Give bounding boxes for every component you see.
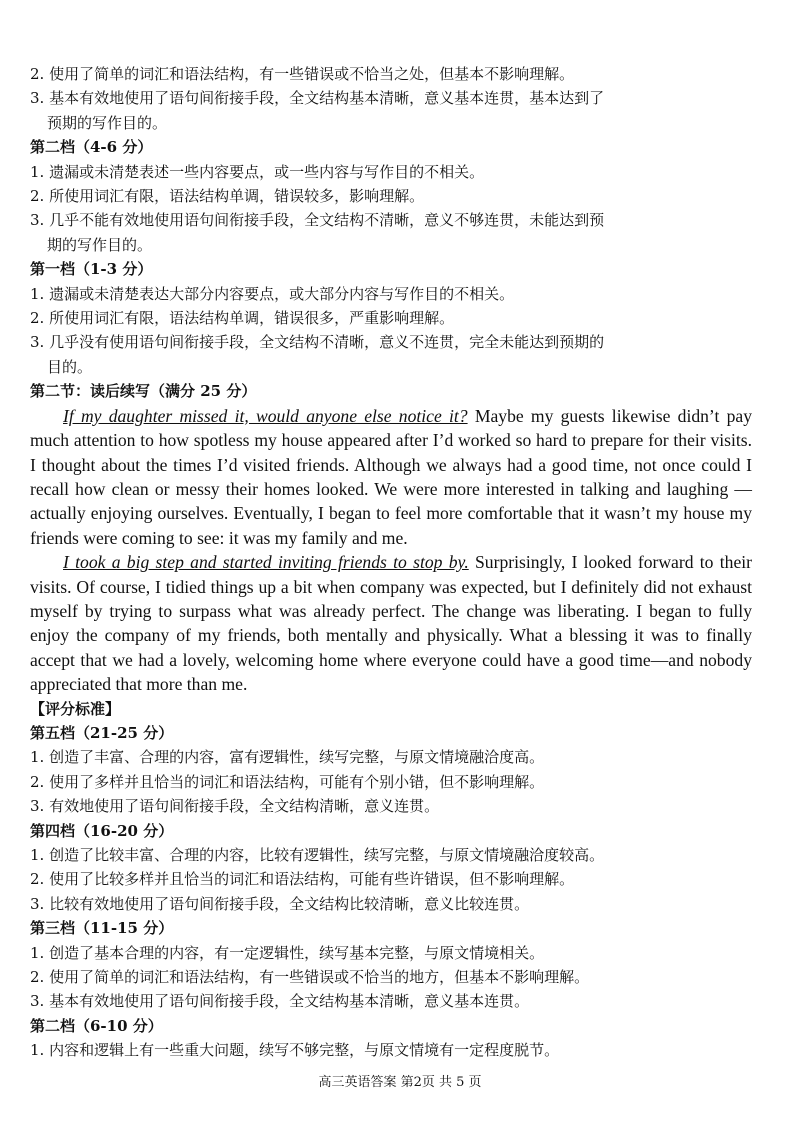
sample-paragraph-1 — [30, 404, 752, 550]
tier-heading: 第三档（11-15 分） — [30, 919, 174, 938]
list-item: 预期的写作目的。 — [47, 113, 168, 132]
list-item: 2. 使用了简单的词汇和语法结构，有一些错误或不恰当之处，但基本不影响理解。 — [30, 65, 575, 83]
criteria-heading: 【评分标准】 — [30, 699, 121, 718]
list-item: 2. 使用了多样并且恰当的词汇和语法结构，可能有个别小错，但不影响理解。 — [30, 772, 545, 791]
list-item: 1. 创造了基本合理的内容，有一定逻辑性，续写基本完整，与原文情境相关。 — [30, 943, 545, 962]
list-item: 3. 基本有效地使用了语句间衔接手段，全文结构基本清晰，意义基本连贯。 — [30, 992, 530, 1011]
section-heading: 第二节：读后续写（满分 25 分） — [30, 382, 257, 401]
list-item: 目的。 — [47, 357, 93, 376]
list-item: 2. 使用了简单的词汇和语法结构，有一些错误或不恰当的地方，但基本不影响理解。 — [30, 968, 590, 987]
list-item: 1. 创造了丰富、合理的内容，富有逻辑性，续写完整，与原文情境融洽度高。 — [30, 748, 545, 767]
paragraph-body: Surprisingly, I looked forward to their visits. Of course, I tidied things up a bit when company was expected, but I definitely did not exhaust myself by trying to surpass what was already perfect. The change was liberating. I began to fully enjoy the company of my friends, both mentally and physically. What a blessing it was to finally accept that we had a lovely, welcoming home where everyone could have a good time—and nobody appreciated that more than me. — [30, 552, 752, 695]
list-item: 3. 基本有效地使用了语句间衔接手段，全文结构基本清晰，意义基本连贯，基本达到了 — [30, 89, 605, 108]
paragraph-lead-sentence: I took a big step and started inviting friends to stop by. — [63, 552, 469, 573]
list-item: 2. 所使用词汇有限，语法结构单调，错误很多，严重影响理解。 — [30, 309, 455, 328]
list-item: 3. 几乎不能有效地使用语句间衔接手段，全文结构不清晰，意义不够连贯，未能达到预 — [30, 211, 605, 230]
answer-key-page — [30, 62, 752, 1063]
tier-heading: 第二档（4-6 分） — [30, 138, 153, 157]
list-item: 2. 使用了比较多样并且恰当的词汇和语法结构，可能有些许错误，但不影响理解。 — [30, 870, 575, 889]
list-item: 3. 有效地使用了语句间衔接手段，全文结构清晰，意义连贯。 — [30, 797, 440, 816]
list-item: 2. 所使用词汇有限，语法结构单调，错误较多，影响理解。 — [30, 187, 425, 206]
list-item: 1. 创造了比较丰富、合理的内容，比较有逻辑性，续写完整，与原文情境融洽度较高。 — [30, 846, 605, 864]
list-item: 1. 内容和逻辑上有一些重大问题，续写不够完整，与原文情境有一定程度脱节。 — [30, 1041, 560, 1060]
list-item: 1. 遗漏或未清楚表达大部分内容要点，或大部分内容与写作目的不相关。 — [30, 284, 515, 303]
page-footer: 高三英语答案 第2页 共 5 页 — [318, 1075, 482, 1090]
tier-heading: 第一档（1-3 分） — [30, 260, 153, 279]
list-item: 期的写作目的。 — [47, 235, 153, 254]
paragraph-lead-sentence: If my daughter missed it, would anyone else notice it? — [63, 405, 468, 426]
tier-heading: 第二档（6-10 分） — [30, 1016, 163, 1035]
sample-paragraph-2 — [30, 550, 752, 696]
tier-heading: 第四档（16-20 分） — [30, 821, 174, 840]
list-item: 3. 几乎没有使用语句间衔接手段，全文结构不清晰，意义不连贯，完全未能达到预期的 — [30, 333, 605, 352]
list-item: 3. 比较有效地使用了语句间衔接手段，全文结构比较清晰，意义比较连贯。 — [30, 894, 530, 913]
tier-heading: 第五档（21-25 分） — [30, 723, 174, 742]
list-item: 1. 遗漏或未清楚表述一些内容要点，或一些内容与写作目的不相关。 — [30, 162, 485, 181]
paragraph-body: Maybe my guests likewise didn’t pay much attention to how spotless my house appeared after I’d worked so hard to prepare for their visits. I thought about the times I’d visited friends. Although we always had a good time, not once could I recall how clean or messy their homes looked. We were more interested in talking and laughing — actually enjoying ourselves. Eventually, I began to feel more comfortable that it wasn’t my house my friends were coming to see: it was my family and me. — [30, 405, 752, 548]
